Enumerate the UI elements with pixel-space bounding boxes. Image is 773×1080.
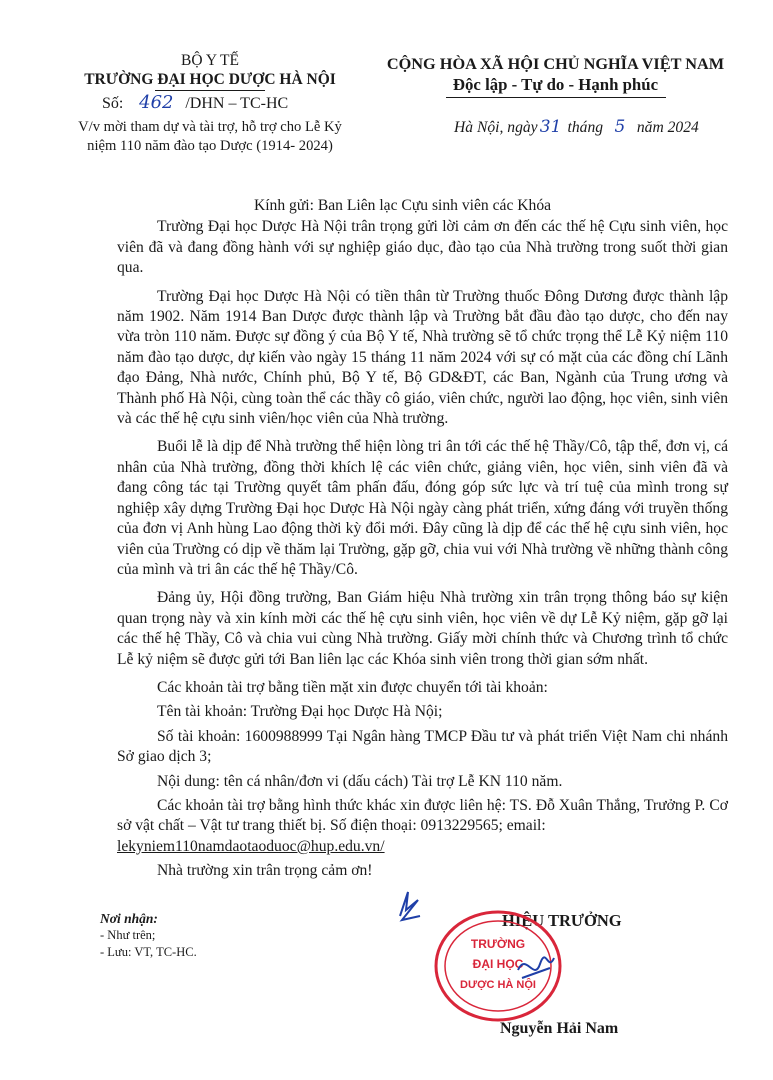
number-handwritten: 462 bbox=[139, 92, 174, 113]
recipient-item: - Lưu: VT, TC-HC. bbox=[100, 945, 197, 959]
signer-name: Nguyễn Hải Nam bbox=[500, 1020, 619, 1037]
handwritten-signature bbox=[518, 957, 554, 978]
university-name: TRƯỜNG ĐẠI HỌC DƯỢC HÀ NỘI bbox=[84, 71, 336, 88]
stamp-line-2: ĐẠI HỌC bbox=[472, 957, 524, 971]
recipients-block bbox=[100, 910, 197, 961]
national-motto: Độc lập - Tự do - Hạnh phúc bbox=[452, 75, 659, 94]
paragraph-invitation: Đảng ủy, Hội đồng trường, Ban Giám hiệu Nhà trường xin trân trọng thông báo sự kiện quan trọng này và xin kính mời các thế hệ cựu sinh viên, học viên về dự Lễ Kỷ niệm, gặp gỡ lại các thế hệ Thầy, Cô và chia vui cùng Nhà trường. Giấy mời chính thức và Chương trình tổ chức Lễ kỷ niệm sẽ được gửi tới Ban liên lạc các Khóa sinh viên trong thời gian sớm nhất. bbox=[117, 589, 728, 668]
account-name: Tên tài khoản: Trường Đại học Dược Hà Nội; bbox=[157, 703, 443, 721]
number-label: Số: bbox=[102, 95, 124, 112]
contact-email-link[interactable]: lekyniem110namdaotaoduoc@hup.edu.vn/ bbox=[117, 837, 385, 855]
official-stamp bbox=[430, 908, 570, 1028]
date-month-label: tháng bbox=[567, 119, 604, 136]
paragraph-thanks: Trường Đại học Dược Hà Nội trân trọng gửi lời cảm ơn đến các thế hệ Cựu sinh viên, học viên đã và đang đồng hành với sự nghiệp giáo dục, đào tạo của Nhà trường trong suốt thời gian qua. bbox=[117, 218, 728, 277]
closing-thanks: Nhà trường xin trân trọng cảm ơn! bbox=[157, 862, 373, 880]
date-line bbox=[454, 116, 699, 139]
account-number: Số tài khoản: 1600988999 Tại Ngân hàng TMCP Đầu tư và phát triển Việt Nam chi nhánh Sở giao dịch 3; bbox=[117, 727, 728, 766]
date-year: năm 2024 bbox=[636, 119, 699, 136]
subject-line-1: V/v mời tham dự và tài trợ, hỗ trợ cho Lễ Kỷ bbox=[78, 119, 342, 135]
email-line bbox=[117, 837, 728, 857]
number-suffix: /DHN – TC-HC bbox=[185, 95, 289, 112]
initial-signature bbox=[394, 886, 424, 926]
salutation: Kính gửi: Ban Liên lạc Cựu sinh viên các Khóa bbox=[253, 197, 552, 214]
motto-underline bbox=[446, 97, 666, 98]
signer-title: HIỆU TRƯỞNG bbox=[502, 911, 622, 930]
document-number bbox=[102, 92, 288, 115]
recipient-item: - Như trên; bbox=[100, 928, 156, 942]
recipients-title: Nơi nhận: bbox=[100, 911, 158, 926]
date-prefix: Hà Nội, ngày bbox=[454, 119, 538, 136]
other-contact: Các khoản tài trợ bằng hình thức khác xin được liên hệ: TS. Đỗ Xuân Thắng, Trưởng P. Cơ sở vật chất – Vật tư trang thiết bị. Số điện thoại: 0913229565; email: bbox=[117, 796, 728, 835]
date-month: 5 bbox=[614, 117, 626, 137]
ministry-name: BỘ Y TẾ bbox=[181, 52, 239, 69]
letter-body bbox=[117, 196, 728, 882]
paragraph-history: Trường Đại học Dược Hà Nội có tiền thân từ Trường thuốc Đông Dương được thành lập năm 1902. Năm 1914 Ban Dược được thành lập và Trường bắt đầu đào tạo dược, cho đến nay vừa tròn 110 năm. Được sự đồng ý của Bộ Y tế, Nhà trường sẽ tổ chức trọng thể Lễ Kỷ niệm 110 năm đào tạo dược, dự kiến vào ngày 15 tháng 11 năm 2024 với sự có mặt của các đồng chí Lãnh đạo Đảng, Nhà nước, Chính phủ, Bộ Y tế, Bộ GD&ĐT, các Ban, Ngành của Trung ương và Thành phố Hà Nội, cùng toàn thể các thầy cô giáo, viên chức, người lao động, học viên, sinh viên và các thế hệ cựu sinh viên/học viên của Nhà trường. bbox=[117, 287, 728, 428]
date-day: 31 bbox=[539, 117, 562, 137]
republic-title: CỘNG HÒA XÃ HỘI CHỦ NGHĨA VIỆT NAM bbox=[386, 54, 725, 73]
issuer-block bbox=[66, 52, 354, 91]
underline-rule bbox=[155, 90, 265, 91]
subject-line-2: niệm 110 năm đào tạo Dược (1914- 2024) bbox=[87, 138, 333, 154]
subject-block bbox=[66, 118, 354, 156]
paragraph-funding: Các khoản tài trợ bằng tiền mặt xin được chuyển tới tài khoản: bbox=[157, 678, 548, 696]
transfer-content: Nội dung: tên cá nhân/đơn vi (dấu cách) Tài trợ Lễ KN 110 năm. bbox=[157, 772, 563, 790]
national-header bbox=[368, 54, 743, 98]
stamp-line-3: DƯỢC HÀ NỘI bbox=[460, 979, 536, 991]
stamp-line-1: TRƯỜNG bbox=[470, 937, 526, 951]
paragraph-ceremony: Buổi lễ là dịp để Nhà trường thể hiện lòng tri ân tới các thế hệ Thầy/Cô, tập thể, đơn vị, cá nhân của Nhà trường, đồng thời khích lệ các viên chức, giảng viên, học viên, sinh viên đã và đang công tác tại Trường quyết tâm phấn đấu, đóng góp sức lực và trí tuệ của mình trong sự nghiệp xây dựng Trường Đại học Dược Hà Nội ngày càng phát triển, xứng đáng với truyền thống của đơn vị Anh hùng Lao động thời kỳ đổi mới. Đây cũng là dịp để các thế hệ cựu sinh viên, học viên của Trường có dịp về thăm lại Trường, gặp gỡ, chia vui với Nhà trường về những thành công của mình và tri ân các thế hệ Thầy/Cô. bbox=[117, 438, 728, 578]
